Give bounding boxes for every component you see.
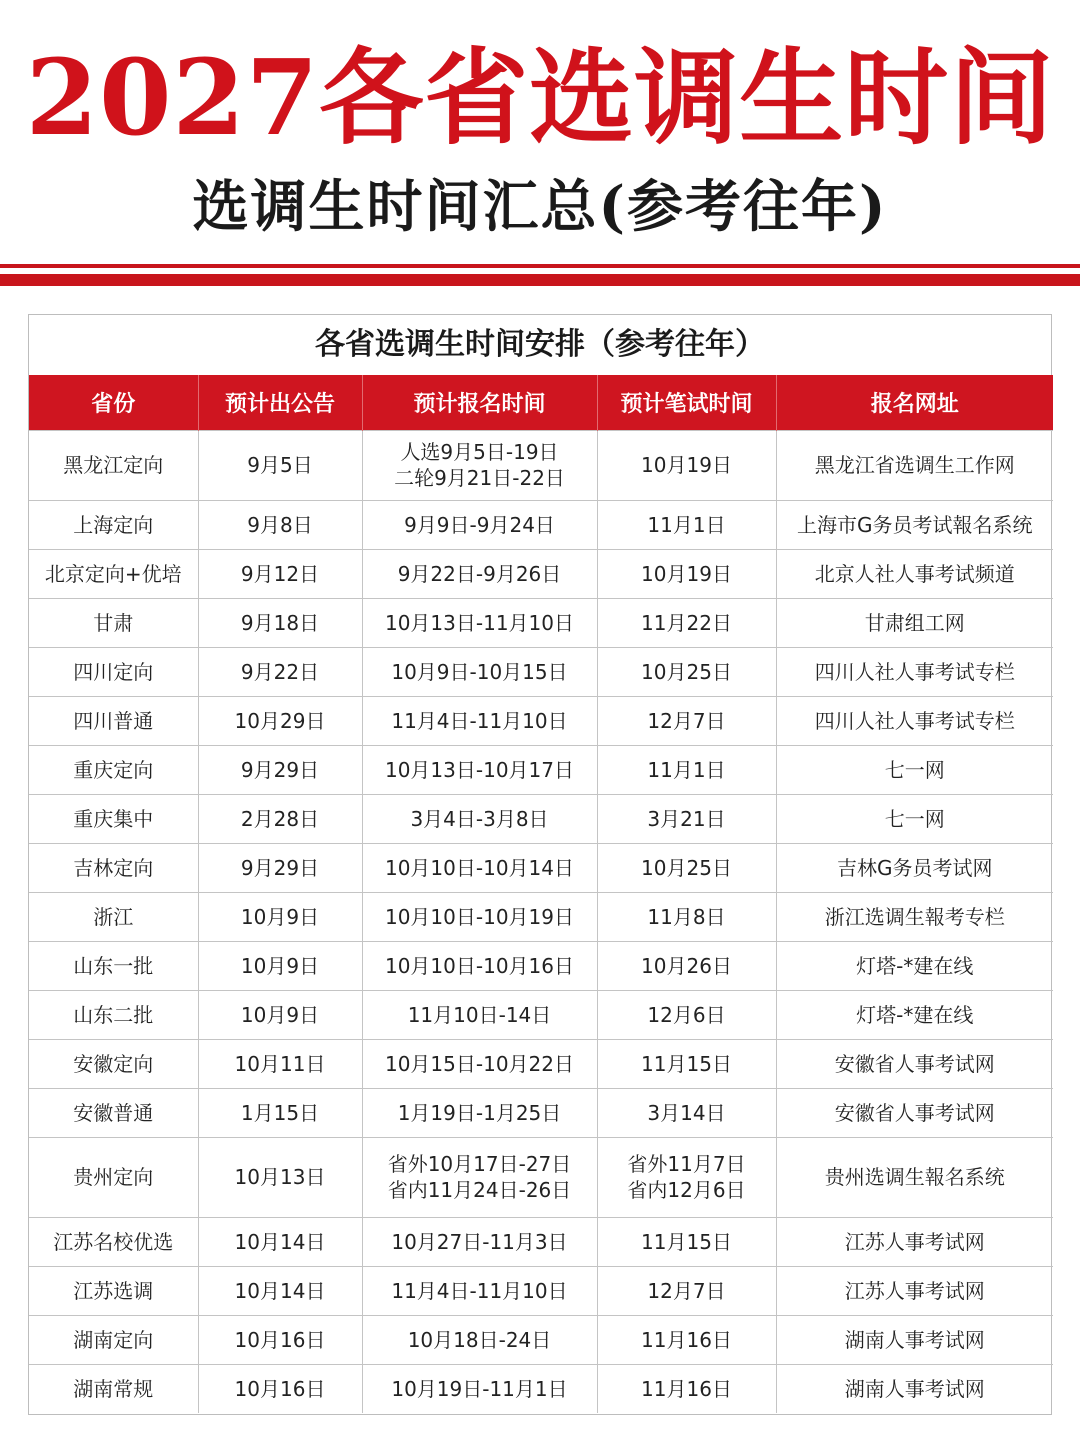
table-row xyxy=(29,1039,1053,1088)
cell-site: 贵州选调生報名系统 xyxy=(776,1137,1053,1217)
cell-site: 安徽省人事考试网 xyxy=(776,1039,1053,1088)
cell-announce: 10月14日 xyxy=(198,1266,362,1315)
cell-exam-line: 10月25日 xyxy=(641,659,732,684)
cell-signup-line: 11月4日-11月10日 xyxy=(391,1278,568,1303)
cell-signup xyxy=(362,549,597,598)
cell-announce: 9月22日 xyxy=(198,647,362,696)
cell-signup-line: 省外10月17日-27日 xyxy=(387,1152,572,1176)
cell-site: 黑龙江省选调生工作网 xyxy=(776,430,1053,500)
table-body xyxy=(29,430,1053,1413)
cell-site: 上海市G务员考试報名系统 xyxy=(776,500,1053,549)
cell-announce: 10月13日 xyxy=(198,1137,362,1217)
table-row xyxy=(29,990,1053,1039)
cell-site: 七一网 xyxy=(776,745,1053,794)
cell-signup xyxy=(362,1364,597,1413)
cell-exam-line: 省外11月7日 xyxy=(627,1152,746,1176)
cell-signup xyxy=(362,1315,597,1364)
cell-signup xyxy=(362,1266,597,1315)
page-subtitle: 选调生时间汇总(参考往年) xyxy=(192,174,888,240)
cell-exam xyxy=(597,696,776,745)
cell-announce: 10月9日 xyxy=(198,941,362,990)
cell-site: 灯塔-*建在线 xyxy=(776,941,1053,990)
cell-site: 湖南人事考试网 xyxy=(776,1315,1053,1364)
cell-province: 重庆定向 xyxy=(29,745,198,794)
table-row xyxy=(29,549,1053,598)
cell-signup-line: 9月9日-9月24日 xyxy=(404,512,555,537)
cell-announce: 1月15日 xyxy=(198,1088,362,1137)
cell-province: 湖南常规 xyxy=(29,1364,198,1413)
cell-exam xyxy=(597,549,776,598)
cell-exam xyxy=(597,745,776,794)
cell-site: 七一网 xyxy=(776,794,1053,843)
cell-signup-line: 省内11月24日-26日 xyxy=(387,1178,572,1202)
cell-province: 甘肃 xyxy=(29,598,198,647)
cell-signup xyxy=(362,1088,597,1137)
cell-signup-line: 10月18日-24日 xyxy=(407,1327,552,1352)
cell-site: 甘肃组工网 xyxy=(776,598,1053,647)
cell-exam-line: 12月7日 xyxy=(647,708,726,733)
cell-signup xyxy=(362,696,597,745)
divider-thick xyxy=(0,274,1080,286)
cell-province: 山东一批 xyxy=(29,941,198,990)
cell-signup xyxy=(362,1137,597,1217)
page-title: 2027各省选调生时间 xyxy=(25,36,1055,159)
cell-province: 黑龙江定向 xyxy=(29,430,198,500)
table-header-row xyxy=(29,375,1053,430)
cell-exam xyxy=(597,1364,776,1413)
cell-signup-line: 1月19日-1月25日 xyxy=(397,1100,562,1125)
cell-exam-line: 11月15日 xyxy=(641,1229,732,1254)
cell-signup xyxy=(362,647,597,696)
cell-exam xyxy=(597,430,776,500)
cell-exam xyxy=(597,990,776,1039)
cell-exam-line: 12月7日 xyxy=(647,1278,726,1303)
cell-province: 北京定向+优培 xyxy=(29,549,198,598)
cell-exam xyxy=(597,892,776,941)
cell-signup-line: 10月10日-10月16日 xyxy=(384,953,574,978)
cell-signup-line: 10月13日-10月17日 xyxy=(384,757,574,782)
table-row xyxy=(29,794,1053,843)
cell-exam-line: 11月15日 xyxy=(641,1051,732,1076)
cell-exam xyxy=(597,647,776,696)
cell-province: 安徽定向 xyxy=(29,1039,198,1088)
table-row xyxy=(29,647,1053,696)
cell-exam-line: 11月1日 xyxy=(647,757,726,782)
cell-announce: 10月9日 xyxy=(198,892,362,941)
cell-exam xyxy=(597,1088,776,1137)
cell-province: 四川普通 xyxy=(29,696,198,745)
cell-site: 四川人社人事考试专栏 xyxy=(776,696,1053,745)
cell-signup xyxy=(362,1039,597,1088)
cell-province: 江苏名校优选 xyxy=(29,1217,198,1266)
cell-signup-line: 3月4日-3月8日 xyxy=(410,806,549,831)
cell-exam-line: 3月21日 xyxy=(647,806,726,831)
table-row xyxy=(29,745,1053,794)
table-row xyxy=(29,1217,1053,1266)
column-header-exam: 预计笔试时间 xyxy=(597,375,776,430)
table-caption: 各省选调生时间安排（参考往年） xyxy=(315,327,765,362)
cell-announce: 10月14日 xyxy=(198,1217,362,1266)
cell-signup-line: 10月10日-10月14日 xyxy=(384,855,574,880)
cell-signup-line: 10月19日-11月1日 xyxy=(391,1376,568,1401)
table-row xyxy=(29,941,1053,990)
table-row xyxy=(29,1266,1053,1315)
cell-signup-line: 10月27日-11月3日 xyxy=(391,1229,568,1254)
cell-province: 重庆集中 xyxy=(29,794,198,843)
cell-announce: 10月16日 xyxy=(198,1364,362,1413)
cell-exam xyxy=(597,1137,776,1217)
cell-province: 江苏选调 xyxy=(29,1266,198,1315)
cell-announce: 9月12日 xyxy=(198,549,362,598)
cell-exam-line: 11月22日 xyxy=(641,610,732,635)
cell-exam-line: 3月14日 xyxy=(647,1100,726,1125)
cell-signup xyxy=(362,990,597,1039)
column-header-province: 省份 xyxy=(29,375,198,430)
cell-announce: 2月28日 xyxy=(198,794,362,843)
cell-announce: 9月5日 xyxy=(198,430,362,500)
cell-signup xyxy=(362,500,597,549)
cell-announce: 9月29日 xyxy=(198,843,362,892)
table-row xyxy=(29,1088,1053,1137)
cell-province: 山东二批 xyxy=(29,990,198,1039)
cell-site: 湖南人事考试网 xyxy=(776,1364,1053,1413)
cell-announce: 9月29日 xyxy=(198,745,362,794)
column-header-site: 报名网址 xyxy=(776,375,1053,430)
cell-exam xyxy=(597,1315,776,1364)
cell-signup-line: 9月22日-9月26日 xyxy=(397,561,562,586)
cell-site: 北京人社人事考试频道 xyxy=(776,549,1053,598)
cell-exam-line: 10月19日 xyxy=(641,561,732,586)
cell-exam xyxy=(597,1039,776,1088)
table-row xyxy=(29,696,1053,745)
table-row xyxy=(29,1364,1053,1413)
divider-thin xyxy=(0,264,1080,268)
column-header-announce: 预计出公告 xyxy=(198,375,362,430)
schedule-table-container xyxy=(28,314,1052,1415)
cell-signup xyxy=(362,941,597,990)
cell-signup xyxy=(362,1217,597,1266)
cell-announce: 10月29日 xyxy=(198,696,362,745)
cell-exam-line: 11月16日 xyxy=(641,1327,732,1352)
cell-site: 四川人社人事考试专栏 xyxy=(776,647,1053,696)
cell-signup-line: 人选9月5日-19日 xyxy=(400,440,559,464)
cell-province: 安徽普通 xyxy=(29,1088,198,1137)
cell-province: 上海定向 xyxy=(29,500,198,549)
cell-province: 四川定向 xyxy=(29,647,198,696)
cell-announce: 9月8日 xyxy=(198,500,362,549)
table-row xyxy=(29,430,1053,500)
cell-signup-line: 10月10日-10月19日 xyxy=(384,904,574,929)
table-row xyxy=(29,1315,1053,1364)
cell-exam-line: 10月25日 xyxy=(641,855,732,880)
table-row xyxy=(29,500,1053,549)
cell-signup-line: 11月4日-11月10日 xyxy=(391,708,568,733)
cell-exam-line: 12月6日 xyxy=(647,1002,726,1027)
cell-site: 江苏人事考试网 xyxy=(776,1217,1053,1266)
cell-exam-line: 11月1日 xyxy=(647,512,726,537)
cell-signup xyxy=(362,745,597,794)
cell-province: 吉林定向 xyxy=(29,843,198,892)
cell-site: 灯塔-*建在线 xyxy=(776,990,1053,1039)
cell-signup xyxy=(362,843,597,892)
schedule-table xyxy=(29,375,1053,1413)
table-row xyxy=(29,598,1053,647)
table-row xyxy=(29,892,1053,941)
cell-province: 湖南定向 xyxy=(29,1315,198,1364)
cell-signup-line: 11月10日-14日 xyxy=(407,1002,552,1027)
cell-signup xyxy=(362,598,597,647)
cell-exam xyxy=(597,598,776,647)
table-row xyxy=(29,843,1053,892)
cell-signup-line: 10月15日-10月22日 xyxy=(384,1051,574,1076)
cell-signup-line: 二轮9月21日-22日 xyxy=(394,466,565,490)
cell-signup-line: 10月13日-11月10日 xyxy=(384,610,574,635)
cell-site: 吉林G务员考试网 xyxy=(776,843,1053,892)
cell-exam-line: 10月19日 xyxy=(641,453,732,477)
cell-announce: 10月9日 xyxy=(198,990,362,1039)
cell-exam-line: 10月26日 xyxy=(641,953,732,978)
cell-signup-line: 10月9日-10月15日 xyxy=(391,659,568,684)
cell-province: 贵州定向 xyxy=(29,1137,198,1217)
cell-site: 浙江选调生報考专栏 xyxy=(776,892,1053,941)
cell-exam-line: 11月8日 xyxy=(647,904,726,929)
cell-exam xyxy=(597,843,776,892)
cell-province: 浙江 xyxy=(29,892,198,941)
cell-signup xyxy=(362,430,597,500)
cell-exam xyxy=(597,500,776,549)
cell-site: 江苏人事考试网 xyxy=(776,1266,1053,1315)
cell-exam xyxy=(597,941,776,990)
cell-exam xyxy=(597,1266,776,1315)
cell-exam xyxy=(597,1217,776,1266)
cell-announce: 9月18日 xyxy=(198,598,362,647)
cell-exam xyxy=(597,794,776,843)
cell-exam-line: 11月16日 xyxy=(641,1376,732,1401)
table-row xyxy=(29,1137,1053,1217)
cell-announce: 10月16日 xyxy=(198,1315,362,1364)
column-header-signup: 预计报名时间 xyxy=(362,375,597,430)
cell-signup xyxy=(362,794,597,843)
cell-signup xyxy=(362,892,597,941)
cell-announce: 10月11日 xyxy=(198,1039,362,1088)
cell-site: 安徽省人事考试网 xyxy=(776,1088,1053,1137)
cell-exam-line: 省内12月6日 xyxy=(627,1178,746,1202)
